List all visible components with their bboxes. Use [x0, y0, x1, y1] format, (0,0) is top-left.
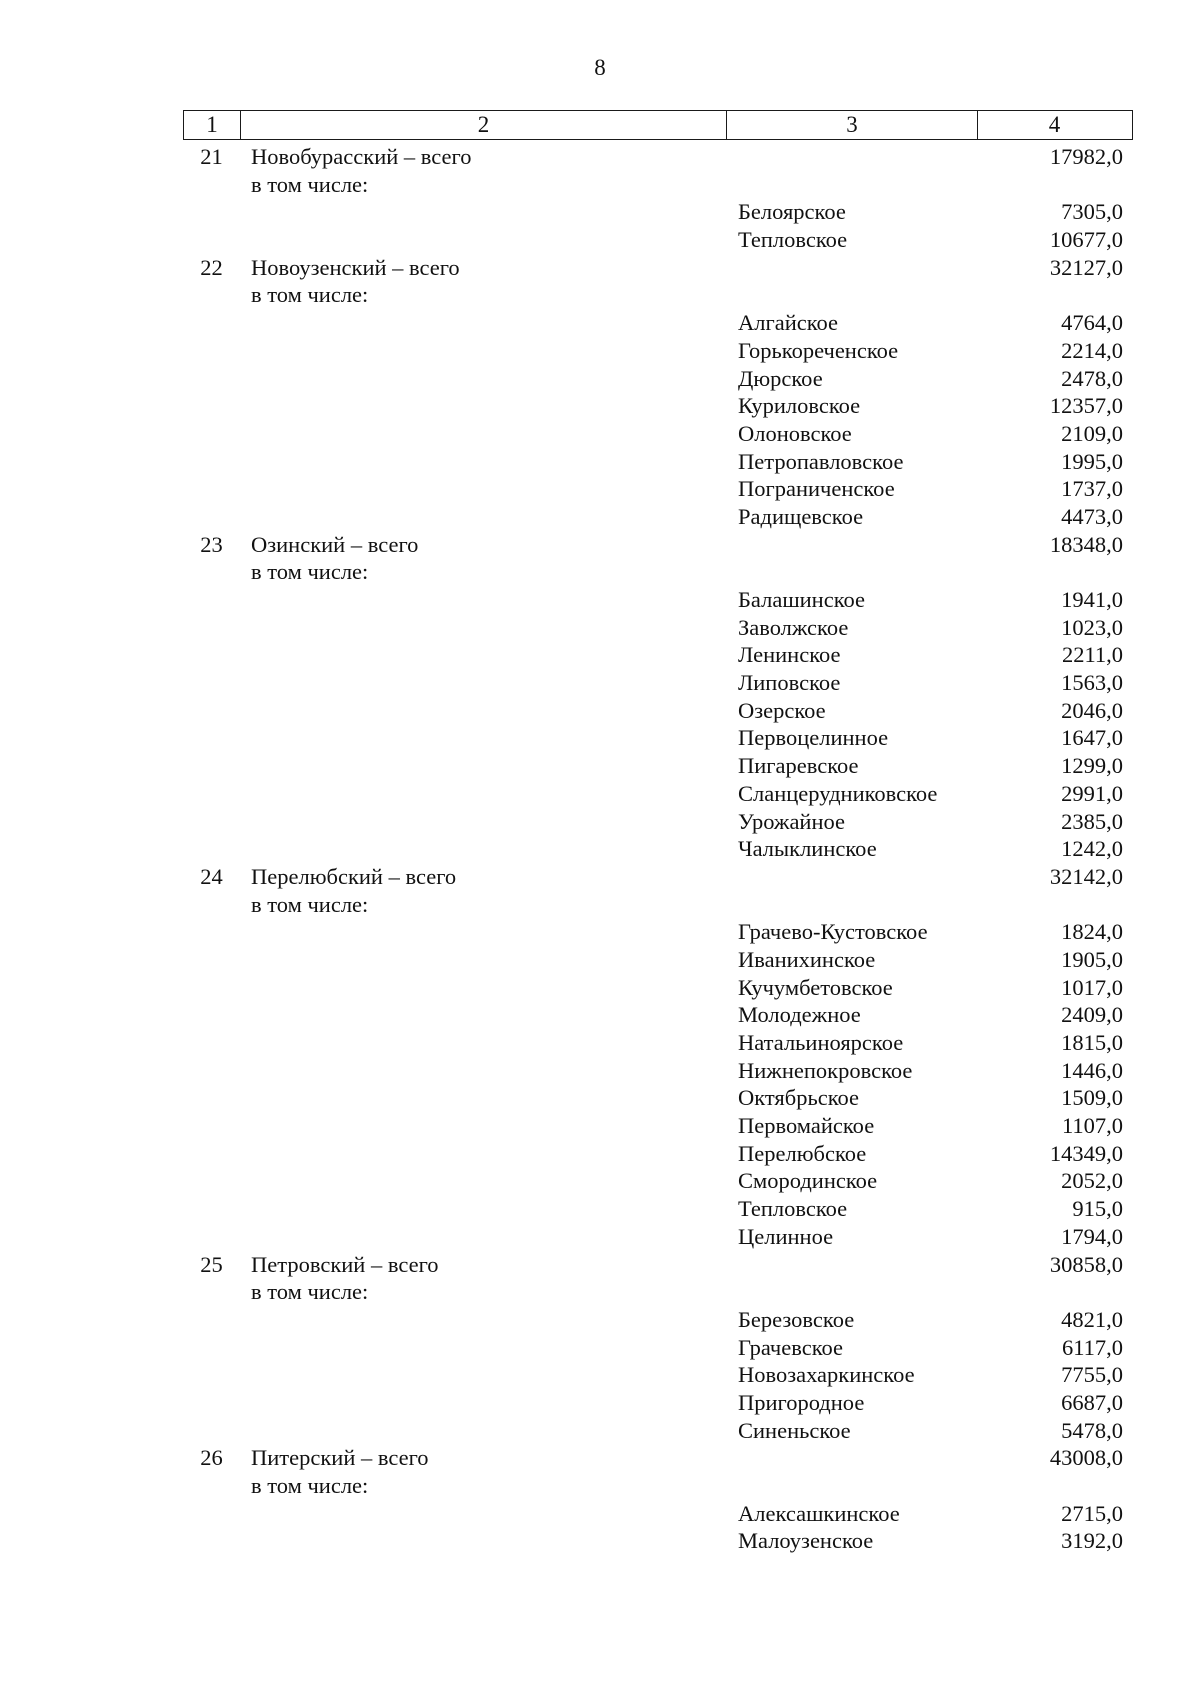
settlement-name: Грачево-Кустовское — [738, 919, 928, 945]
district-name: в том числе: — [251, 1279, 369, 1305]
settlement-name: Иванихинское — [738, 946, 876, 972]
row-value: 1941,0 — [1061, 587, 1123, 612]
table-row — [0, 365, 1200, 393]
district-name: Перелюбский – всего — [251, 863, 457, 889]
table-row — [0, 808, 1200, 836]
table-row — [0, 946, 1200, 974]
row-value: 4821,0 — [1061, 1306, 1123, 1332]
table-row — [0, 143, 1200, 171]
table-row — [0, 309, 1200, 337]
settlement-name: Белоярское — [738, 199, 846, 225]
table-row — [0, 863, 1200, 891]
settlement-name: Натальиноярское — [738, 1030, 904, 1055]
row-value: 2214,0 — [1061, 337, 1123, 363]
district-name: Петровский – всего — [251, 1251, 439, 1277]
row-value: 17982,0 — [1049, 144, 1123, 169]
row-value: 1737,0 — [1061, 476, 1123, 502]
settlement-name: Сланцерудниковское — [738, 780, 938, 806]
table-row — [0, 392, 1200, 420]
row-value: 1794,0 — [1061, 1223, 1123, 1249]
table-header — [183, 110, 1133, 140]
settlement-name: Олоновское — [738, 420, 852, 446]
row-number: 26 — [200, 1445, 223, 1471]
row-value: 1563,0 — [1061, 670, 1123, 696]
settlement-name: Первоцелинное — [738, 725, 889, 751]
table-row — [0, 1167, 1200, 1195]
settlement-name: Петропавловское — [738, 448, 904, 474]
row-value: 3192,0 — [1061, 1528, 1123, 1554]
table-row — [0, 586, 1200, 614]
table-row — [0, 558, 1200, 586]
row-value: 7305,0 — [1061, 199, 1123, 225]
row-value: 2052,0 — [1061, 1168, 1123, 1194]
row-value: 1446,0 — [1061, 1057, 1123, 1083]
row-value: 2715,0 — [1061, 1500, 1123, 1526]
settlement-name: Октябрьское — [738, 1085, 860, 1111]
table-row — [0, 1140, 1200, 1168]
row-value: 1107,0 — [1061, 1113, 1123, 1139]
settlement-name: Ленинское — [738, 642, 841, 668]
settlement-name: Грачевское — [738, 1334, 844, 1360]
table-row — [0, 448, 1200, 476]
table-row — [0, 1001, 1200, 1029]
settlement-name: Первомайское — [738, 1113, 875, 1139]
table-row — [0, 198, 1200, 226]
row-value: 6687,0 — [1061, 1389, 1123, 1415]
row-value: 1647,0 — [1061, 725, 1123, 751]
table-row — [0, 1278, 1200, 1306]
settlement-name: Нижнепокровское — [738, 1057, 913, 1083]
settlement-name: Малоузенское — [738, 1528, 874, 1554]
settlement-name: Радищевское — [738, 503, 864, 529]
table-row — [0, 1223, 1200, 1251]
table-row — [0, 1029, 1200, 1057]
settlement-name: Целинное — [738, 1223, 834, 1249]
table-row — [0, 1444, 1200, 1472]
row-value: 4473,0 — [1061, 503, 1123, 529]
settlement-name: Чалыклинское — [738, 836, 877, 862]
table-row — [0, 1334, 1200, 1362]
row-value: 1509,0 — [1061, 1085, 1123, 1111]
row-value: 2991,0 — [1061, 780, 1123, 806]
table-row — [0, 669, 1200, 697]
row-value: 4764,0 — [1061, 310, 1123, 336]
district-name: в том числе: — [251, 1473, 369, 1498]
table-row — [0, 1472, 1200, 1500]
table-row — [0, 835, 1200, 863]
table-row — [0, 697, 1200, 725]
row-value: 32142,0 — [1049, 863, 1123, 889]
table-row — [0, 752, 1200, 780]
settlement-name: Синеньское — [738, 1417, 851, 1443]
row-number: 24 — [200, 863, 223, 889]
row-value: 14349,0 — [1049, 1140, 1123, 1166]
row-value: 2409,0 — [1061, 1002, 1123, 1028]
row-number: 25 — [200, 1251, 223, 1277]
row-value: 1023,0 — [1061, 614, 1123, 640]
settlement-name: Дюрское — [738, 365, 823, 391]
row-value: 2046,0 — [1061, 697, 1123, 723]
row-value: 1242,0 — [1061, 836, 1123, 862]
row-value: 12357,0 — [1049, 393, 1123, 419]
settlement-name: Новозахаркинское — [738, 1362, 915, 1388]
table-row — [0, 531, 1200, 559]
district-name: в том числе: — [251, 282, 369, 308]
table-row — [0, 724, 1200, 752]
table-row — [0, 780, 1200, 808]
page-number: 8 — [594, 55, 606, 80]
settlement-name: Пригородное — [738, 1389, 865, 1415]
settlement-name: Алгайское — [738, 310, 839, 336]
header-cell-1: 1 — [184, 111, 241, 139]
row-value: 2109,0 — [1061, 420, 1123, 446]
row-number: 22 — [200, 254, 223, 280]
table-row — [0, 1361, 1200, 1389]
table-row — [0, 337, 1200, 365]
settlement-name: Кучумбетовское — [738, 974, 893, 1000]
table-row — [0, 1112, 1200, 1140]
table-row — [0, 1251, 1200, 1279]
row-value: 1017,0 — [1061, 974, 1123, 1000]
header-cell-3: 3 — [727, 111, 978, 139]
row-value: 32127,0 — [1049, 254, 1123, 280]
settlement-name: Липовское — [738, 670, 841, 696]
header-cell-4: 4 — [1048, 112, 1061, 137]
row-value: 1824,0 — [1061, 919, 1123, 945]
row-number: 23 — [200, 531, 223, 557]
table-row — [0, 1500, 1200, 1528]
table-body — [0, 143, 1200, 1555]
district-name: в том числе: — [251, 559, 369, 585]
settlement-name: Пигаревское — [738, 753, 859, 779]
row-value: 1815,0 — [1061, 1030, 1123, 1055]
district-name: Питерский – всего — [251, 1445, 429, 1471]
table-row — [0, 641, 1200, 669]
row-value: 1299,0 — [1061, 753, 1123, 779]
settlement-name: Алексашкинское — [738, 1500, 900, 1526]
row-value: 2385,0 — [1061, 808, 1123, 834]
row-value: 7755,0 — [1061, 1362, 1123, 1388]
table-row — [0, 281, 1200, 309]
district-name: Озинский – всего — [251, 531, 419, 557]
settlement-name: Перелюбское — [738, 1140, 867, 1166]
row-value: 10677,0 — [1049, 227, 1123, 253]
row-value: 2478,0 — [1061, 365, 1123, 391]
settlement-name: Куриловское — [738, 393, 861, 419]
row-value: 5478,0 — [1061, 1417, 1123, 1443]
table-row — [0, 475, 1200, 503]
settlement-name: Тепловское — [738, 1196, 848, 1222]
settlement-name: Тепловское — [738, 227, 848, 253]
district-name: в том числе: — [251, 171, 369, 197]
row-value: 915,0 — [1072, 1196, 1123, 1222]
row-value: 18348,0 — [1049, 531, 1123, 557]
table-row — [0, 254, 1200, 282]
district-name: Новоузенский – всего — [251, 254, 460, 280]
table-row — [0, 226, 1200, 254]
table-row — [0, 1527, 1200, 1555]
table-row — [0, 1306, 1200, 1334]
settlement-name: Озерское — [738, 697, 826, 723]
table-row — [0, 503, 1200, 531]
table-row — [0, 918, 1200, 946]
row-number: 21 — [200, 144, 223, 169]
row-value: 2211,0 — [1061, 642, 1123, 668]
row-value: 1905,0 — [1061, 946, 1123, 972]
table-row — [0, 171, 1200, 199]
settlement-name: Заволжское — [738, 614, 849, 640]
row-value: 30858,0 — [1049, 1251, 1123, 1277]
table-row — [0, 1195, 1200, 1223]
row-value: 43008,0 — [1049, 1445, 1123, 1471]
table-row — [0, 420, 1200, 448]
table-row — [0, 974, 1200, 1002]
settlement-name: Горькореченское — [738, 337, 899, 363]
settlement-name: Смородинское — [738, 1168, 878, 1194]
settlement-name: Урожайное — [738, 808, 846, 834]
settlement-name: Балашинское — [738, 587, 866, 612]
settlement-name: Молодежное — [738, 1002, 861, 1028]
table-row — [0, 1084, 1200, 1112]
table-row — [0, 614, 1200, 642]
table-row — [0, 1057, 1200, 1085]
district-name: в том числе: — [251, 891, 369, 917]
settlement-name: Пограниченское — [738, 476, 895, 502]
table-row — [0, 1417, 1200, 1445]
settlement-name: Березовское — [738, 1306, 855, 1332]
row-value: 6117,0 — [1061, 1334, 1123, 1360]
header-cell-2: 2 — [241, 111, 727, 139]
row-value: 1995,0 — [1061, 448, 1123, 474]
table-row — [0, 1389, 1200, 1417]
district-name: Новобурасский – всего — [251, 144, 472, 169]
table-row — [0, 891, 1200, 919]
